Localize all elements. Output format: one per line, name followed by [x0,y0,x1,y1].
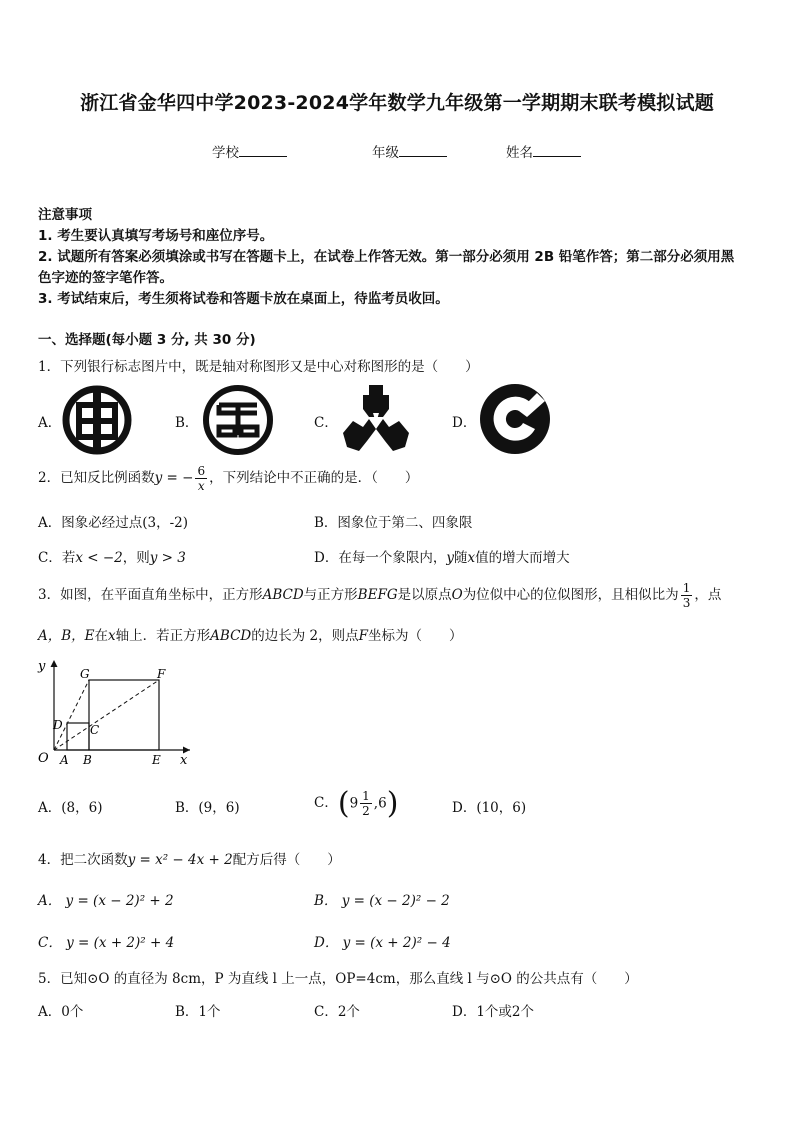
section-heading: 一、选择题(每小题 3 分, 共 30 分) [38,332,256,348]
q5-option-b: B．1个 [175,1004,221,1020]
q3-optc-fraction [360,789,372,818]
q2-option-d [314,546,570,566]
q4-option-a: A． y = (x − 2)² + 2 [38,893,174,909]
q2-optd-post: 值的增大而增大 [475,550,570,566]
note-item: 3. 考试结束后，考生须将试卷和答题卡放在桌面上，待监考员收回。 [38,291,449,307]
q2-optd-pre: D．在每一个象限内， [314,550,447,566]
q5-option-d: D．1个或2个 [452,1004,535,1020]
q1-option-b: B． [175,415,199,431]
fig-label-f: F [157,667,166,681]
q3-text: 3．如图，在平面直角坐标中，正方形 [38,587,263,603]
q3-optc-pre: C． [314,795,338,811]
fig-label-g: G [80,667,90,681]
q2-fraction [195,464,207,493]
bank-logo-a-icon [61,384,133,456]
bank-logo-d-icon [479,383,551,455]
q3-f: F [358,628,368,644]
q2-option-b: B．图象位于第二、四象限 [314,515,473,531]
q3-origin: O [451,587,463,603]
name-label: 姓名 [506,145,533,161]
q3-text: 在 [94,628,109,644]
school-blank [239,144,287,157]
q3-abcd: ABCD [210,628,252,644]
note-item: 1. 考生要认真填写考场号和座位序号。 [38,228,274,244]
q2-prefix: 2．已知反比例函数 [38,470,155,486]
q4-option-d: D． y = (x + 2)² − 4 [314,935,451,951]
fig-label-e: E [152,753,161,767]
q1-option-c: C． [314,415,338,431]
school-field [212,141,287,161]
fig-label-d: D [53,718,63,732]
q3-ratio [681,581,693,610]
fig-label-b: B [83,753,92,767]
fig-label-y: y [38,659,46,674]
q3-x: x [108,628,116,644]
q3-optc-post: ,6 [373,795,387,812]
q2-option-c [38,546,186,566]
q2-optd-mid: 随 [453,550,468,566]
q3-text: 轴上．若正方形 [115,628,211,644]
q3-option-a: A．(8，6) [38,800,103,816]
q3-text: 是以原点 [397,587,452,603]
q3-figure [34,656,204,772]
q2-optc-res: y > 3 [149,550,186,566]
q3-text: 的边长为 2，则点 [251,628,359,644]
q3-text: 为位似中心的位似图形，且相似比为 [462,587,679,603]
q5-option-c: C．2个 [314,1004,360,1020]
q2-frac-den: x [197,479,205,493]
q3-befg: BEFG [357,587,398,603]
q2-optd-y: y [446,550,454,566]
q4-stem [38,848,341,868]
grade-field [372,141,447,161]
q3-text: ，点 [694,587,722,603]
notes-heading: 注意事项 [38,207,92,223]
q4-stem-pre: 4．把二次函数 [38,852,128,868]
fig-label-c: C [90,723,100,737]
q3-option-b: B．(9，6) [175,800,240,816]
q3-optc-den: 2 [362,804,370,818]
q3-optc-num: 1 [362,789,370,803]
note-item: 色字迹的签字笔作答。 [38,270,173,286]
q3-stem-line1 [38,581,721,610]
q3-ratio-num: 1 [682,581,691,595]
q3-points: A，B，E [38,628,95,644]
note-item: 2. 试题所有答案必须填涂或书写在答题卡上，在试卷上作答无效。第一部分必须用 2B 铅笔作答；第二部分必须用黑 [38,249,735,265]
school-label: 学校 [212,145,239,161]
q1-option-a: A． [38,415,62,431]
q2-suffix: ，下列结论中不正确的是．（ ） [209,470,419,486]
q3-text: 坐标为（ ） [368,628,463,644]
fig-label-x: x [180,753,188,768]
q3-optc-whole: 9 [349,795,359,812]
fig-label-a: A [60,753,69,767]
q1-option-d: D． [452,415,477,431]
bank-logo-c-icon [339,383,413,453]
q3-option-d: D．(10，6) [452,800,527,816]
q3-abcd: ABCD [262,587,304,603]
q3-text: 与正方形 [303,587,358,603]
q2-optc-pre: C．若 [38,550,76,566]
q2-frac-num: 6 [197,464,206,478]
grade-blank [399,144,447,157]
q2-optc-mid: ，则 [122,550,150,566]
q5-option-a: A．0个 [38,1004,84,1020]
q1-stem: 1．下列银行标志图片中，既是轴对称图形又是中心对称图形的是（ ） [38,359,479,375]
fig-label-o: O [38,751,49,766]
bank-logo-b-icon [201,383,275,457]
q4-option-b: B． y = (x − 2)² − 2 [314,893,450,909]
q3-stem-line2 [38,624,463,644]
q3-option-c: C．(9 $\frac{1}{2}$ ,6) [314,786,399,821]
page-title: 浙江省金华四中学2023-2024学年数学九年级第一学期期末联考模拟试题 [80,92,714,114]
name-blank [533,144,581,157]
name-field [506,141,581,161]
q3-ratio-den: 3 [682,596,691,610]
grade-label: 年级 [372,145,399,161]
q2-stem [38,464,418,493]
q2-optc-cond: x < −2 [75,550,123,566]
q5-stem: 5．已知⊙O 的直径为 8cm，P 为直线 l 上一点，OP=4cm，那么直线 l 与⊙O 的公共点有（ ） [38,971,638,987]
q4-option-c: C． y = (x + 2)² + 4 [38,935,175,951]
q2-optd-x: x [467,550,476,566]
q4-stem-post: 配方后得（ ） [232,852,341,868]
q2-function-lhs: y = − [154,470,194,486]
q2-option-a: A．图象必经过点(3，-2) [38,515,189,531]
q4-stem-fn: y = x² − 4x + 2 [127,852,233,868]
